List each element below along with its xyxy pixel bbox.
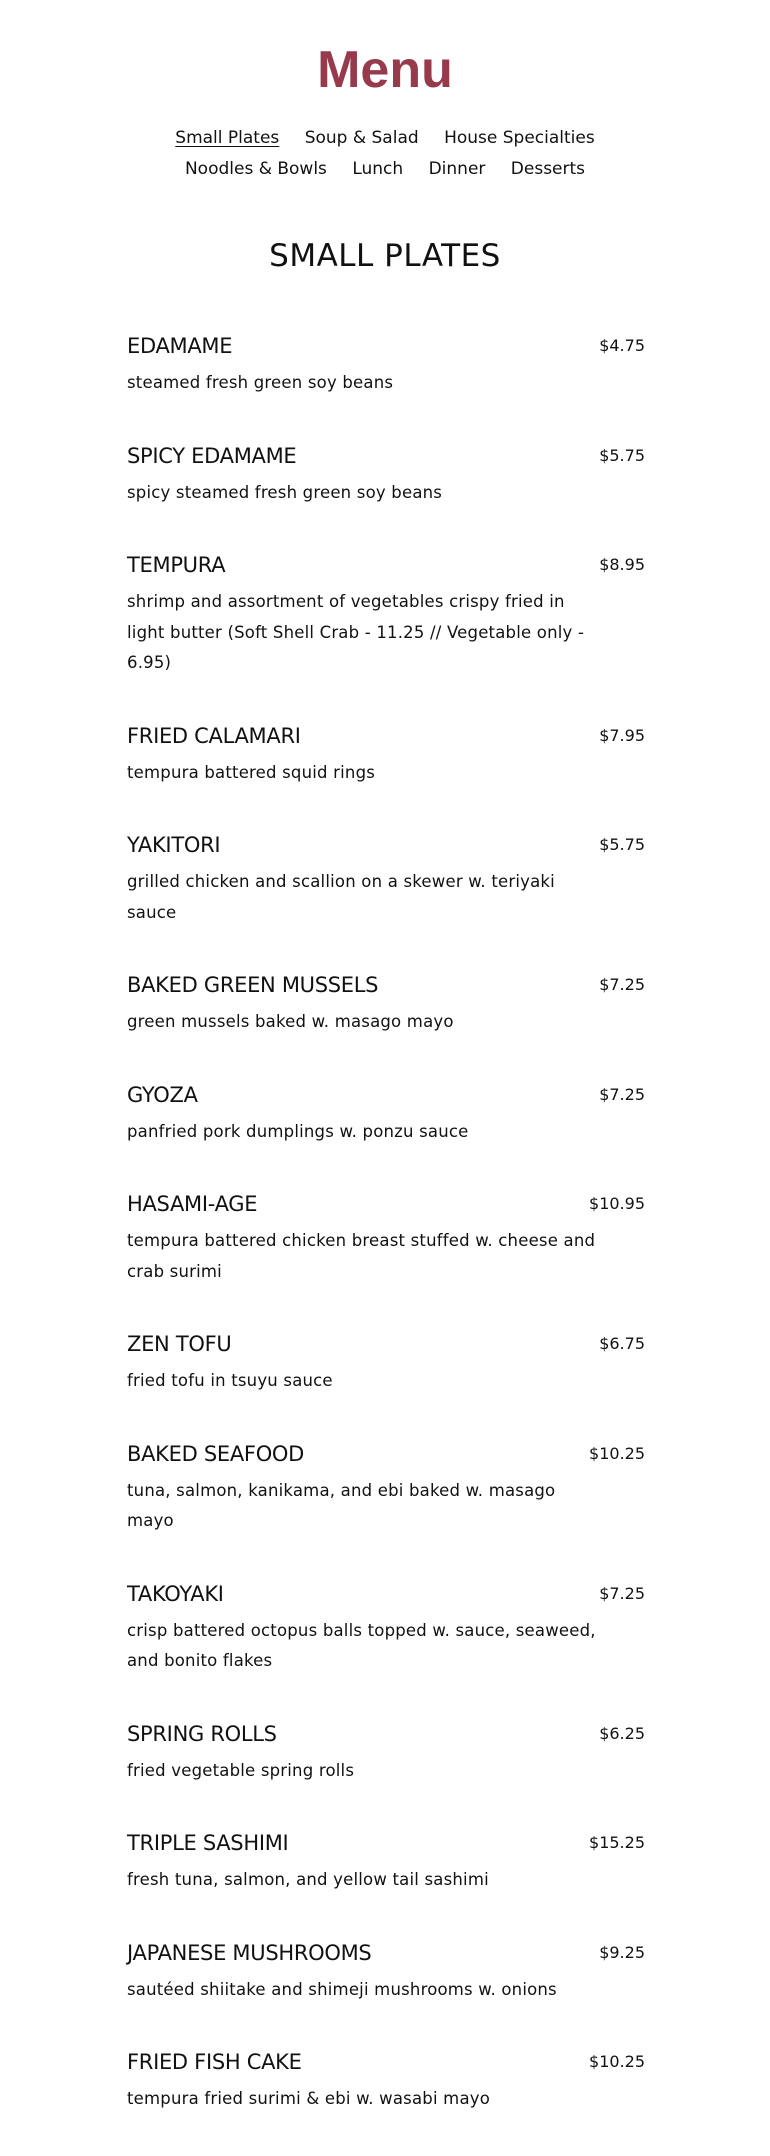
menu-item-header xyxy=(127,549,647,581)
menu-item-header xyxy=(127,2046,647,2078)
menu-item-description: spicy steamed fresh green soy beans xyxy=(127,482,443,502)
menu-item-price: $7.25 xyxy=(599,1084,645,1104)
menu-item-name: GYOZA xyxy=(127,1082,198,1107)
menu-item-description: sautéed shiitake and shimeji mushrooms w. onions xyxy=(127,1979,557,1999)
menu-item-price: $4.75 xyxy=(599,336,645,355)
menu-item-name: TEMPURA xyxy=(127,553,226,577)
menu-item-header xyxy=(127,720,647,752)
menu-item-description: fried tofu in tsuyu sauce xyxy=(127,1371,333,1390)
menu-item-price: $10.95 xyxy=(589,1194,645,1213)
menu-item-header xyxy=(127,1328,647,1360)
menu-item-price: $5.75 xyxy=(599,835,645,854)
menu-category-nav xyxy=(0,123,770,185)
menu-item-name: YAKITORI xyxy=(127,833,221,857)
menu-item xyxy=(127,1328,647,1397)
nav-row-1 xyxy=(0,123,770,154)
menu-item-name: JAPANESE MUSHROOMS xyxy=(127,1940,372,1965)
menu-item-name: EDAMAME xyxy=(127,334,233,358)
menu-item xyxy=(127,1578,647,1677)
menu-item xyxy=(127,720,647,789)
menu-item xyxy=(127,829,647,928)
nav-link-lunch[interactable]: Lunch xyxy=(352,159,404,179)
menu-item-price: $10.25 xyxy=(589,1443,645,1463)
nav-row-2 xyxy=(0,154,770,185)
nav-link-noodles-bowls[interactable]: Noodles & Bowls xyxy=(184,159,327,179)
menu-item-description: shrimp and assortment of vegetables crispy fried in light butter (Soft Shell Crab - 11.25 // Vegetable only - 6.95) xyxy=(127,592,585,672)
menu-item-price: $5.75 xyxy=(599,445,645,465)
menu-item xyxy=(127,549,647,679)
menu-item-header xyxy=(127,1188,647,1220)
menu-item-description: fresh tuna, salmon, and yellow tail sashimi xyxy=(127,1870,489,1889)
menu-item xyxy=(127,969,647,1038)
menu-item-name: BAKED SEAFOOD xyxy=(127,1441,305,1466)
menu-item-description: tuna, salmon, kanikama, and ebi baked w. masago mayo xyxy=(127,1480,556,1530)
menu-item xyxy=(127,440,647,509)
menu-item-name: FRIED FISH CAKE xyxy=(127,2050,302,2074)
menu-item-price: $8.95 xyxy=(599,555,645,574)
menu-item-description: tempura battered chicken breast stuffed w. cheese and crab surimi xyxy=(127,1231,596,1281)
menu-item-header xyxy=(127,1079,647,1111)
menu-item-header xyxy=(127,1718,647,1750)
menu-item-price: $7.25 xyxy=(599,975,645,994)
page-title: Menu xyxy=(317,41,453,99)
menu-item-price: $15.25 xyxy=(589,1833,645,1852)
nav-link-house-specialties[interactable]: House Specialties xyxy=(444,128,595,148)
menu-item-description: fried vegetable spring rolls xyxy=(127,1760,355,1780)
menu-item-header xyxy=(127,1937,647,1969)
nav-link-dinner[interactable]: Dinner xyxy=(428,159,486,179)
menu-item xyxy=(127,1188,647,1287)
menu-item-price: $6.75 xyxy=(599,1334,645,1353)
menu-item-header xyxy=(127,1438,647,1470)
menu-item-description: tempura fried surimi & ebi w. wasabi mayo xyxy=(127,2089,491,2108)
menu-item-price: $6.25 xyxy=(599,1723,645,1743)
menu-item xyxy=(127,1937,647,2006)
menu-item-name: ZEN TOFU xyxy=(127,1332,232,1356)
section-title: SMALL PLATES xyxy=(269,238,501,274)
menu-item-description: tempura battered squid rings xyxy=(127,762,376,782)
menu-item-name: FRIED CALAMARI xyxy=(127,723,301,748)
menu-item-name: BAKED GREEN MUSSELS xyxy=(127,973,379,997)
menu-item-header xyxy=(127,330,647,362)
menu-item xyxy=(127,1718,647,1787)
nav-link-soup-salad[interactable]: Soup & Salad xyxy=(304,128,419,148)
menu-item-name: SPRING ROLLS xyxy=(127,1721,277,1746)
menu-item-list xyxy=(127,330,647,2156)
menu-item xyxy=(127,1827,647,1896)
menu-item-description: grilled chicken and scallion on a skewer w. teriyaki sauce xyxy=(127,872,555,922)
menu-item-header xyxy=(127,1827,647,1859)
menu-item xyxy=(127,330,647,399)
menu-item-price: $7.25 xyxy=(599,1583,645,1603)
menu-item-price: $7.95 xyxy=(599,725,645,745)
menu-item xyxy=(127,1079,647,1148)
menu-item-header xyxy=(127,440,647,472)
menu-item-name: TRIPLE SASHIMI xyxy=(127,1831,289,1855)
menu-item-name: TAKOYAKI xyxy=(127,1581,224,1606)
nav-link-desserts[interactable]: Desserts xyxy=(510,159,586,179)
menu-item xyxy=(127,2046,647,2115)
menu-item-description: steamed fresh green soy beans xyxy=(127,373,394,392)
nav-link-small-plates[interactable]: Small Plates xyxy=(175,128,280,148)
menu-item-description: crisp battered octopus balls topped w. sauce, seaweed, and bonito flakes xyxy=(127,1620,596,1670)
menu-item-name: SPICY EDAMAME xyxy=(127,443,297,468)
menu-item-header xyxy=(127,829,647,861)
menu-item-price: $10.25 xyxy=(589,2052,645,2071)
menu-item-description: green mussels baked w. masago mayo xyxy=(127,1012,454,1031)
menu-item-description: panfried pork dumplings w. ponzu sauce xyxy=(127,1121,469,1141)
menu-item-name: HASAMI-AGE xyxy=(127,1192,258,1216)
menu-item-price: $9.25 xyxy=(599,1942,645,1962)
menu-item-header xyxy=(127,1578,647,1610)
menu-item-header xyxy=(127,969,647,1001)
menu-item xyxy=(127,1438,647,1537)
